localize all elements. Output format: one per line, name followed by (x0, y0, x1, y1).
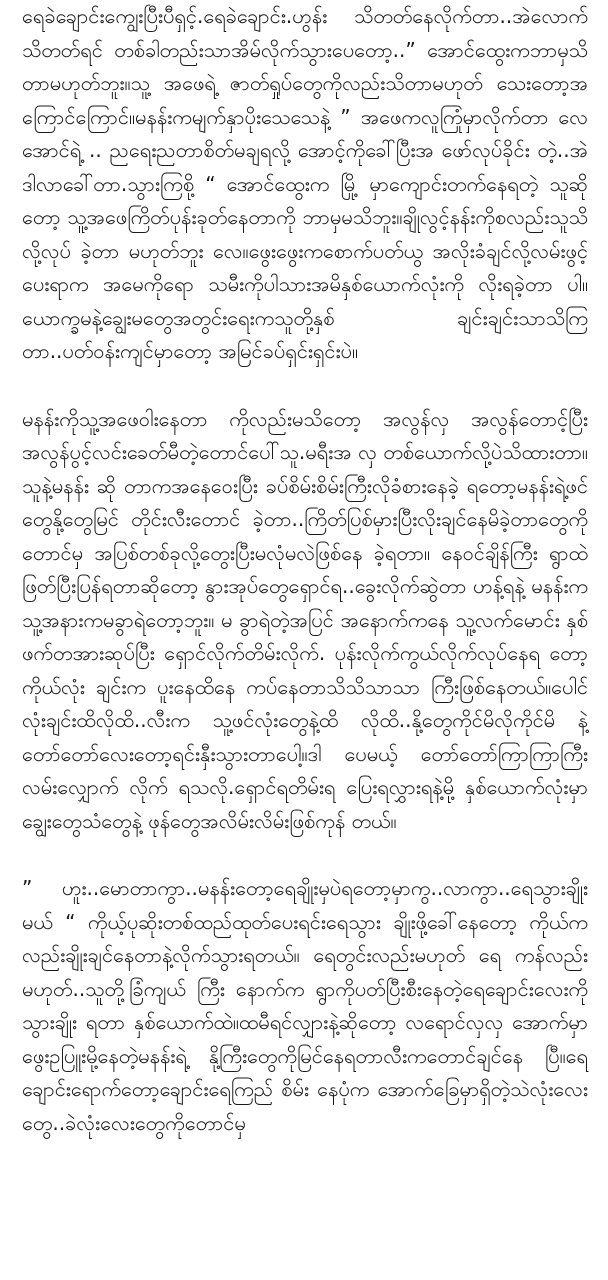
paragraph-spacer (22, 838, 588, 872)
paragraph-spacer (22, 369, 588, 403)
paragraph-1: ရေခဲချောင်းကျွေးပြီးပီရှင့်.ရေခဲချောင်း.ဟွန်း သိတတ်နေလိုက်တာ..အဲလောက်သိတတ်ရင် တစ်ခါတည်းသာအိမ်လိုက်သွားပေတော့..” အောင်ထွေးကဘာမှသိတာမဟုတ်ဘူး။သူ့ အဖေရဲ့ ဇာတ်ရှုပ်တွေကိုလည်းသိတာမဟုတ် သေးတော့အကြောင်ကြောင်။မနန်းကမျက်နှာပိုးသေသေနဲ့ ” အဖေကလူကြုံမှာလိုက်တာ လေ အောင်ရဲ့ .. ညရေးညတာစိတ်မချရလို့ အောင့်ကိုခေါ်ပြီးအ ဖော်လုပ်ခိုင်း တဲ့..အဲဒါလာခေါ်တာ.သွားကြစို့ “ အောင်ထွေးက မြို့ မှာကျောင်းတက်နေရတဲ့ သူဆိုတော့ သူ့အဖေကြိတ်ပုန်းခုတ်နေတာကို ဘာမှမသိဘူး။ချိုလွင့်နန်းကိုစလည်းသူသိလို့လုပ် ခဲ့တာ မဟုတ်ဘူး လေ။ဖွေးဖွေးကစောက်ပတ်ယွ အလိုးခံချင်လို့လမ်းဖွင့်ပေးရာက အမေကိုရော သမီးကိုပါသားအမိနှစ်ယောက်လုံးကို လိုးရခဲ့တာ ပါ။ ယောက္ခမနဲ့ချွေးမတွေအတွင်းရေးကသူတို့နှစ် ချင်းချင်းသာသိကြတာ..ပတ်ဝန်းကျင်မှာတော့ အမြင်ခပ်ရှင်းရှင်းပဲ။ (22, 4, 588, 363)
paragraph-2: မနန်းကိုသူ့အဖေဝါးနေတာ ကိုလည်းမသိတော့ အလွန်လှ အလွန်တောင့်ပြီးအလွန်ပွင့်လင်းခေတ်မီတဲ့တောင်ပေါ်သူ.မရီးအ လှ တစ်ယောက်လို့ပဲသိထားတာ။သူနဲ့မနန်း ဆို တာကအနေဝေးပြီး ခပ်စိမ်းစိမ်းကြီးလိုခံစားနေခဲ့ ရတော့မနန်းရဲ့ဖင်တွေနို့တွေမြင် တိုင်းလီးတောင် ခဲ့တာ..ကြိတ်ပြစ်မှားပြီးလိုးချင်နေမိခဲ့တာတွေကို တောင်မှ အပြစ်တစ်ခုလို့တွေးပြီးမလုံမလဲဖြစ်နေ ခဲ့ရတာ။ နေဝင်ချိန်ကြီး ရွာထဲဖြတ်ပြီးပြန်ရတာဆိုတော့ နွားအုပ်တွေရှောင်ရ..ခွေးလိုက်ဆွဲတာ ဟန့်ရနဲ့ မနန်းကသူ့အနားကမခွာရဲတော့ဘူး။ မ ခွာရဲတဲ့အပြင် အနောက်ကနေ သူ့လက်မောင်း နှစ်ဖက်တအားဆုပ်ပြီး ရှောင်လိုက်တိမ်းလိုက်. ပုန်းလိုက်ကွယ်လိုက်လုပ်နေရ တော့ကိုယ်လုံး ချင်းက ပူးနေထိနေ ကပ်နေတာသိသိသာသာ ကြီးဖြစ်နေတယ်။ပေါင်လုံးချင်းထိလိုထိ..လီးက သူ့ဖင်လုံးတွေနဲ့ထိ လိုထိ..နို့တွေကိုင်မိလိုကိုင်မိ နဲ့ တော်တော်လေးတော့ရင်းနှီးသွားတာပေါ့။ဒါ ပေမယ့် တော်တော်ကြာကြာကြီးလမ်းလျှောက် လိုက် ရသလို.ရှောင်ရတိမ်းရ ပြေးရလွှားရနဲ့မို့ နှစ်ယောက်လုံးမှာချွေးတွေသံတွေနဲ့ ဖုန်တွေအလိမ်းလိမ်းဖြစ်ကုန် တယ်။ (22, 406, 588, 833)
paragraph-3: ” ဟူး..မောတာကွာ..မနန်းတော့ရေချိုးမှပဲရတော့မှာကွ..လာကွာ..ရေသွားချိုးမယ် “ ကိုယ့်ပုဆိုးတစ်ထည်ထုတ်ပေးရင်းရေသွား ချိုးဖို့ခေါ်နေတော့ ကိုယ်ကလည်းချိုးချင်နေတာနဲ့လိုက်သွားရတယ်။ ရေတွင်းလည်းမဟုတ် ရေ ကန်လည်းမဟုတ်..သူတို့ခြံကျယ် ကြီး နောက်က ရွာကိုပတ်ပြီးစီးနေတဲ့ရေချောင်းလေးကိုသွားချိုး ရတာ နှစ်ယောက်ထဲ။ထမီရင်လျှားနဲ့ဆိုတော့ လရောင်လှလှ အောက်မှာ ဖွေးဥပြူးမို့နေတဲ့မနန်းရဲ့ နို့ကြီးတွေကိုမြင်နေရတာလီးကတောင်ချင်နေ ပြီ။ရေချောင်းရောက်တော့ချောင်းရေကြည် စိမ်း နေပုံက အောက်ခြေမှာရှိတဲ့သဲလုံးလေးတွေ..ခဲလုံးလေးတွေကိုတောင်မှ (22, 876, 588, 1135)
